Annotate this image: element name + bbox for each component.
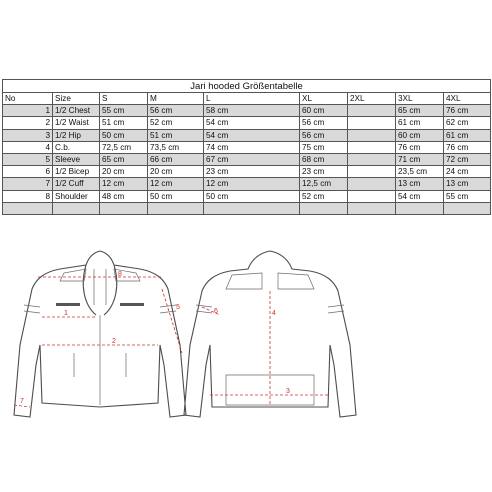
table-cell: 52 cm <box>148 117 204 129</box>
table-cell <box>348 117 396 129</box>
row-measure: C.b. <box>53 141 100 153</box>
table-cell: 13 cm <box>396 178 444 190</box>
size-table <box>2 79 491 215</box>
header-cell: M <box>148 93 204 105</box>
jacket-diagrams <box>0 245 492 492</box>
table-cell: 68 cm <box>300 153 348 165</box>
table-cell: 12 cm <box>148 178 204 190</box>
header-cell: 2XL <box>348 93 396 105</box>
table-title-row <box>3 80 491 93</box>
table-cell <box>348 153 396 165</box>
table-cell: 23 cm <box>300 166 348 178</box>
table-cell: 24 cm <box>444 166 491 178</box>
header-cell: 3XL <box>396 93 444 105</box>
table-header-row <box>3 93 491 105</box>
row-measure: Shoulder <box>53 190 100 202</box>
header-cell: Size <box>53 93 100 105</box>
table-row <box>3 105 491 117</box>
table-cell: 65 cm <box>100 153 148 165</box>
table-cell: 76 cm <box>444 141 491 153</box>
table-row <box>3 190 491 202</box>
table-cell: 60 cm <box>396 129 444 141</box>
table-cell: 76 cm <box>396 141 444 153</box>
row-measure: 1/2 Cuff <box>53 178 100 190</box>
row-number: 3 <box>3 129 53 141</box>
table-cell: 52 cm <box>300 190 348 202</box>
back-label-3: 3 <box>286 388 290 395</box>
table-cell <box>348 105 396 117</box>
row-measure: 1/2 Chest <box>53 105 100 117</box>
table-row <box>3 166 491 178</box>
row-number: 1 <box>3 105 53 117</box>
table-cell: 51 cm <box>148 129 204 141</box>
table-row <box>3 129 491 141</box>
table-cell: 66 cm <box>148 153 204 165</box>
front-label-1: 1 <box>64 310 68 317</box>
table-cell: 20 cm <box>148 166 204 178</box>
table-cell: 76 cm <box>444 105 491 117</box>
table-cell <box>348 166 396 178</box>
row-measure: 1/2 Hip <box>53 129 100 141</box>
table-cell: 56 cm <box>300 117 348 129</box>
table-title: Jari hooded Größentabelle <box>3 80 491 93</box>
table-cell: 60 cm <box>300 105 348 117</box>
row-number: 5 <box>3 153 53 165</box>
table-cell <box>348 178 396 190</box>
table-cell: 12,5 cm <box>300 178 348 190</box>
table-cell: 12 cm <box>204 178 300 190</box>
table-cell: 51 cm <box>100 117 148 129</box>
front-label-7: 7 <box>20 398 24 405</box>
table-cell: 54 cm <box>204 129 300 141</box>
table-cell: 65 cm <box>396 105 444 117</box>
table-cell: 56 cm <box>300 129 348 141</box>
table-cell <box>348 190 396 202</box>
table-cell: 75 cm <box>300 141 348 153</box>
back-label-4: 4 <box>272 310 276 317</box>
table-empty-row <box>3 202 491 214</box>
front-label-5: 5 <box>176 304 180 311</box>
table-cell: 61 cm <box>444 129 491 141</box>
table-cell: 55 cm <box>100 105 148 117</box>
table-cell: 58 cm <box>204 105 300 117</box>
row-number: 6 <box>3 166 53 178</box>
table-cell: 62 cm <box>444 117 491 129</box>
table-cell <box>348 129 396 141</box>
table-row <box>3 178 491 190</box>
table-cell: 13 cm <box>444 178 491 190</box>
table-row <box>3 141 491 153</box>
table-cell: 71 cm <box>396 153 444 165</box>
table-row <box>3 153 491 165</box>
table-cell: 48 cm <box>100 190 148 202</box>
row-number: 7 <box>3 178 53 190</box>
table-row <box>3 117 491 129</box>
table-cell: 23,5 cm <box>396 166 444 178</box>
row-number: 4 <box>3 141 53 153</box>
table-cell: 54 cm <box>396 190 444 202</box>
table-cell: 20 cm <box>100 166 148 178</box>
front-label-2: 2 <box>112 338 116 345</box>
front-label-8: 8 <box>118 271 122 278</box>
row-number: 2 <box>3 117 53 129</box>
table-cell: 56 cm <box>148 105 204 117</box>
header-cell: S <box>100 93 148 105</box>
table-cell: 50 cm <box>100 129 148 141</box>
table-cell <box>348 141 396 153</box>
table-cell: 23 cm <box>204 166 300 178</box>
header-cell: XL <box>300 93 348 105</box>
table-cell: 12 cm <box>100 178 148 190</box>
table-cell: 74 cm <box>204 141 300 153</box>
table-cell: 55 cm <box>444 190 491 202</box>
table-cell: 61 cm <box>396 117 444 129</box>
table-cell: 67 cm <box>204 153 300 165</box>
table-cell: 54 cm <box>204 117 300 129</box>
table-cell: 50 cm <box>204 190 300 202</box>
header-cell: No <box>3 93 53 105</box>
back-jacket-drawing <box>184 251 356 417</box>
header-cell: 4XL <box>444 93 491 105</box>
table-cell: 73,5 cm <box>148 141 204 153</box>
table-cell: 72 cm <box>444 153 491 165</box>
front-jacket-drawing <box>14 251 186 417</box>
row-measure: 1/2 Waist <box>53 117 100 129</box>
back-label-6: 6 <box>214 308 218 315</box>
table-cell: 72,5 cm <box>100 141 148 153</box>
row-number: 8 <box>3 190 53 202</box>
row-measure: Sleeve <box>53 153 100 165</box>
table-cell: 50 cm <box>148 190 204 202</box>
header-cell: L <box>204 93 300 105</box>
row-measure: 1/2 Bicep <box>53 166 100 178</box>
